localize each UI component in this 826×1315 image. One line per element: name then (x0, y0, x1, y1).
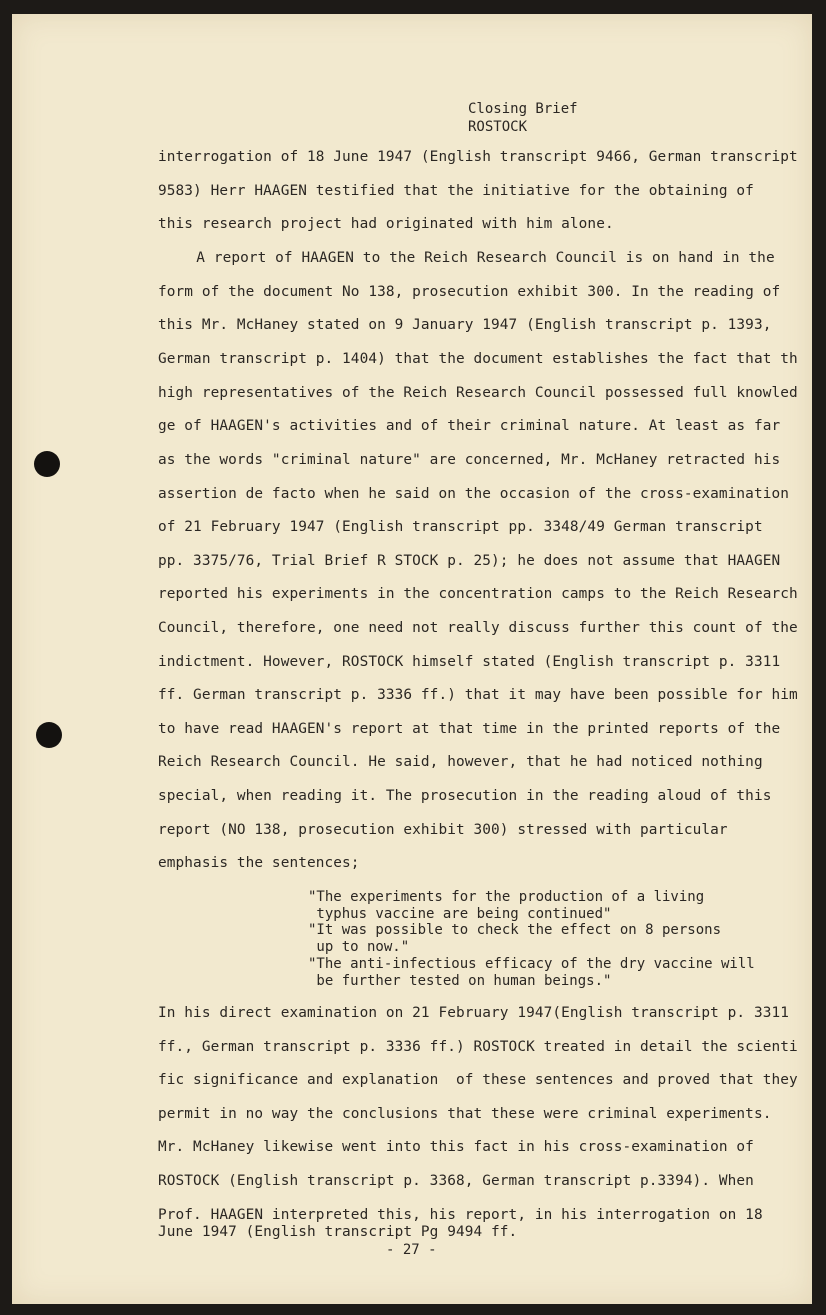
header-subtitle: ROSTOCK (468, 119, 528, 135)
body-line: In his direct examination on 21 February 1947(English transcript p. 3311 (158, 1005, 789, 1021)
body-line: Prof. HAAGEN interpreted this, his report, in his interrogation on 18 (158, 1207, 763, 1223)
body-line: reported his experiments in the concentration camps to the Reich Research (158, 586, 798, 602)
body-line: emphasis the sentences; (158, 855, 360, 871)
quote-line: be further tested on human beings." (308, 973, 612, 989)
body-line: Mr. McHaney likewise went into this fact in his cross-examination of (158, 1139, 754, 1155)
header-title: Closing Brief (468, 101, 578, 117)
body-line: report (NO 138, prosecution exhibit 300) stressed with particular (158, 822, 728, 838)
body-line: as the words "criminal nature" are concerned, Mr. McHaney retracted his (158, 452, 781, 468)
quote-line: "The anti-infectious efficacy of the dry vaccine will (308, 956, 755, 972)
body-line: ge of HAAGEN's activities and of their criminal nature. At least as far (158, 418, 781, 434)
body-line: ROSTOCK (English transcript p. 3368, German transcript p.3394). When (158, 1173, 754, 1189)
quote-line: up to now." (308, 939, 410, 955)
body-line: ff., German transcript p. 3336 ff.) ROSTOCK treated in detail the scienti (158, 1039, 798, 1055)
body-line: interrogation of 18 June 1947 (English transcript 9466, German transcript (158, 149, 798, 165)
body-line: ff. German transcript p. 3336 ff.) that it may have been possible for him (158, 687, 798, 703)
body-line: A report of HAAGEN to the Reich Research Council is on hand in the (170, 250, 775, 266)
body-line: special, when reading it. The prosecution in the reading aloud of this (158, 788, 772, 804)
quote-line: "It was possible to check the effect on 8 persons (308, 922, 722, 938)
page-number: - 27 - (386, 1242, 437, 1258)
body-line: German transcript p. 1404) that the document establishes the fact that th (158, 351, 798, 367)
body-line: this research project had originated with him alone. (158, 216, 614, 232)
page-header (468, 100, 578, 136)
body-line: to have read HAAGEN's report at that time in the printed reports of the (158, 721, 781, 737)
body-line: fic significance and explanation of these sentences and proved that they (158, 1072, 798, 1088)
body-line: pp. 3375/76, Trial Brief R STOCK p. 25); he does not assume that HAAGEN (158, 553, 781, 569)
body-line: 9583) Herr HAAGEN testified that the initiative for the obtaining of (158, 183, 754, 199)
body-line: permit in no way the conclusions that these were criminal experiments. (158, 1106, 772, 1122)
body-line: Reich Research Council. He said, however, that he had noticed nothing (158, 754, 763, 770)
body-line: Council, therefore, one need not really discuss further this count of the (158, 620, 798, 636)
punch-hole-bottom (36, 722, 62, 748)
body-line: form of the document No 138, prosecution exhibit 300. In the reading of (158, 284, 781, 300)
body-line: high representatives of the Reich Research Council possessed full knowled (158, 385, 798, 401)
body-line: June 1947 (English transcript Pg 9494 ff. (158, 1224, 518, 1240)
quote-line: typhus vaccine are being continued" (308, 906, 612, 922)
body-line: assertion de facto when he said on the occasion of the cross-examination (158, 486, 789, 502)
body-line: this Mr. McHaney stated on 9 January 1947 (English transcript p. 1393, (158, 317, 772, 333)
quote-line: "The experiments for the production of a living (308, 889, 705, 905)
body-line: of 21 February 1947 (English transcript pp. 3348/49 German transcript (158, 519, 763, 535)
body-line: indictment. However, ROSTOCK himself stated (English transcript p. 3311 (158, 654, 781, 670)
punch-hole-top (34, 451, 60, 477)
